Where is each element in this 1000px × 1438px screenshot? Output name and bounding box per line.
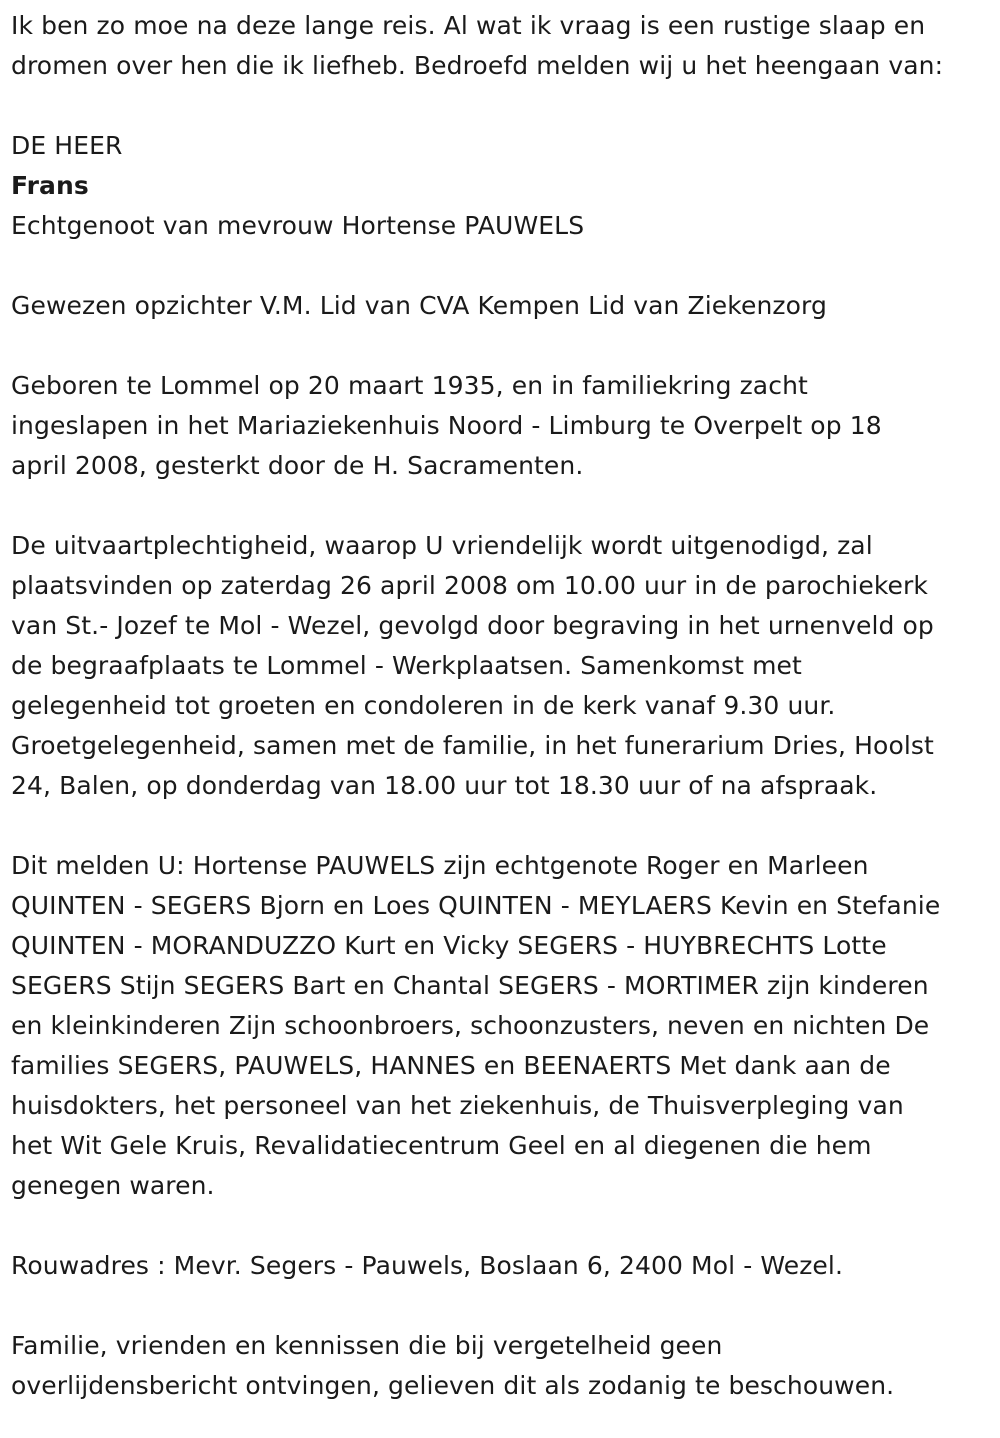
family-line: QUINTEN - MORANDUZZO Kurt en Vicky SEGERS - HUYBRECHTS Lotte	[11, 931, 887, 960]
intro-line: Ik ben zo moe na deze lange reis. Al wat ik vraag is een rustige slaap en	[11, 11, 926, 40]
honorific-title: DE HEER	[11, 131, 123, 160]
functions-line: Gewezen opzichter V.M. Lid van CVA Kempen Lid van Ziekenzorg	[11, 291, 827, 320]
family-line: QUINTEN - SEGERS Bjorn en Loes QUINTEN - MEYLAERS Kevin en Stefanie	[11, 891, 941, 920]
spouse-line: Echtgenoot van mevrouw Hortense PAUWELS	[11, 211, 585, 240]
obituary-document	[11, 6, 996, 1406]
family-line: en kleinkinderen Zijn schoonbroers, schoonzusters, neven en nichten De	[11, 1011, 930, 1040]
paragraph-gap	[11, 1286, 996, 1326]
paragraph-gap	[11, 86, 996, 126]
family-line: families SEGERS, PAUWELS, HANNES en BEENAERTS Met dank aan de	[11, 1051, 891, 1080]
birth-death-paragraph	[11, 366, 996, 486]
funeral-line: plaatsvinden op zaterdag 26 april 2008 om 10.00 uur in de parochiekerk	[11, 571, 928, 600]
birth-line: Geboren te Lommel op 20 maart 1935, en in familiekring zacht	[11, 371, 808, 400]
intro-line: dromen over hen die ik liefheb. Bedroefd melden wij u het heengaan van:	[11, 51, 944, 80]
paragraph-gap	[11, 806, 996, 846]
mourning-address: Rouwadres : Mevr. Segers - Pauwels, Boslaan 6, 2400 Mol - Wezel.	[11, 1251, 843, 1280]
paragraph-gap	[11, 1206, 996, 1246]
closing-line: Familie, vrienden en kennissen die bij vergetelheid geen	[11, 1331, 723, 1360]
birth-line: april 2008, gesterkt door de H. Sacramenten.	[11, 451, 584, 480]
family-line: genegen waren.	[11, 1171, 215, 1200]
funeral-paragraph	[11, 526, 996, 806]
intro-paragraph	[11, 6, 996, 86]
family-line: Dit melden U: Hortense PAUWELS zijn echtgenote Roger en Marleen	[11, 851, 869, 880]
funeral-line: Groetgelegenheid, samen met de familie, in het funerarium Dries, Hoolst	[11, 731, 934, 760]
paragraph-gap	[11, 326, 996, 366]
paragraph-gap	[11, 246, 996, 286]
closing-paragraph	[11, 1326, 996, 1406]
funeral-line: gelegenheid tot groeten en condoleren in de kerk vanaf 9.30 uur.	[11, 691, 836, 720]
family-line: het Wit Gele Kruis, Revalidatiecentrum Geel en al diegenen die hem	[11, 1131, 872, 1160]
funeral-line: van St.- Jozef te Mol - Wezel, gevolgd door begraving in het urnenveld op	[11, 611, 934, 640]
family-paragraph	[11, 846, 996, 1206]
family-line: huisdokters, het personeel van het ziekenhuis, de Thuisverpleging van	[11, 1091, 904, 1120]
funeral-line: de begraafplaats te Lommel - Werkplaatsen. Samenkomst met	[11, 651, 802, 680]
family-line: SEGERS Stijn SEGERS Bart en Chantal SEGERS - MORTIMER zijn kinderen	[11, 971, 929, 1000]
funeral-line: De uitvaartplechtigheid, waarop U vriendelijk wordt uitgenodigd, zal	[11, 531, 873, 560]
funeral-line: 24, Balen, op donderdag van 18.00 uur tot 18.30 uur of na afspraak.	[11, 771, 878, 800]
paragraph-gap	[11, 486, 996, 526]
birth-line: ingeslapen in het Mariaziekenhuis Noord - Limburg te Overpelt op 18	[11, 411, 882, 440]
closing-line: overlijdensbericht ontvingen, gelieven dit als zodanig te beschouwen.	[11, 1371, 895, 1400]
deceased-name: Frans	[11, 171, 89, 200]
